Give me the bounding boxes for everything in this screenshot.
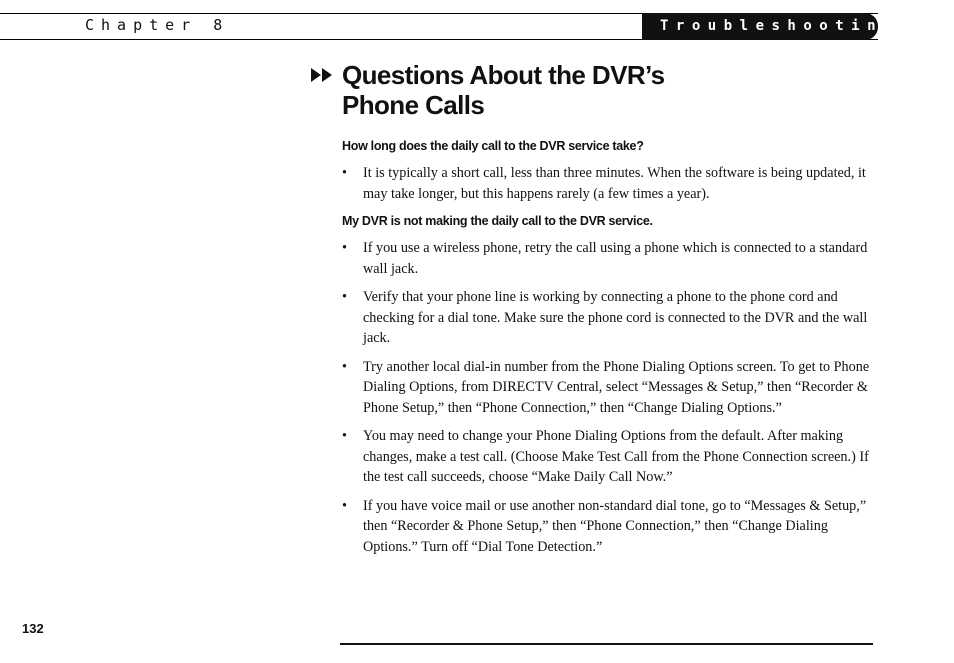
list-item xyxy=(342,287,874,349)
answer-list xyxy=(342,238,874,557)
section-tab: Troubleshooting xyxy=(642,13,878,40)
fast-forward-arrows-icon xyxy=(311,68,333,82)
bullet-mark: • xyxy=(342,240,347,256)
footer-rule xyxy=(340,643,873,645)
bullet-mark: • xyxy=(342,358,347,375)
answer-text: It is typically a short call, less than three minutes. When the software is being updated, it may take longer, but this happens rarely (a few times a year). xyxy=(363,165,866,202)
page-number: 132 xyxy=(22,621,44,636)
answer-text: If you have voice mail or use another non-standard dial tone, go to “Messages & Setup,” then “Recorder & Phone Setup,” then “Phone Connection,” then “Change Dialing Options.” Turn off “Dial Tone Detection.” xyxy=(363,497,867,555)
answer-text: If you use a wireless phone, retry the call using a phone which is connected to a standard wall jack. xyxy=(363,240,868,277)
content xyxy=(342,137,874,565)
answer-text: Verify that your phone line is working by connecting a phone to the phone cord and checking for a dial tone. Make sure the phone cord is connected to the DVR and the wall jack. xyxy=(363,289,868,346)
answer-text: You may need to change your Phone Dialing Options from the default. After making changes, make a test call. (Choose Make Test Call from the Phone Connection screen.) If the test call succeeds, choose “Make Daily Call Now.” xyxy=(363,428,869,485)
list-item xyxy=(342,163,874,204)
list-item xyxy=(342,357,874,419)
bullet-mark: • xyxy=(342,289,347,305)
bullet-mark: • xyxy=(342,165,347,181)
bullet-mark: • xyxy=(342,428,347,444)
question-heading: How long does the daily call to the DVR service take? xyxy=(342,139,644,153)
list-item xyxy=(342,426,874,488)
answer-list xyxy=(342,163,874,204)
faq-group-1 xyxy=(342,137,874,204)
answer-text: Try another local dial-in number from the Phone Dialing Options screen. To get to Phone Dialing Options, from DIRECTV Central, select “Messages & Setup,” then “Recorder & Phone Setup,” then “Phone Connection,” then “Change Dialing Options.” xyxy=(363,358,870,416)
chapter-label: Chapter 8 xyxy=(85,16,230,34)
question-heading: My DVR is not making the daily call to the DVR service. xyxy=(342,214,653,228)
faq-group-2 xyxy=(342,212,874,557)
bullet-mark: • xyxy=(342,497,347,514)
page-title xyxy=(342,60,862,120)
list-item xyxy=(342,496,874,558)
page-title-line-2: Phone Calls xyxy=(342,90,485,120)
list-item xyxy=(342,238,874,279)
page-title-line-1: Questions About the DVR’s xyxy=(342,60,665,90)
